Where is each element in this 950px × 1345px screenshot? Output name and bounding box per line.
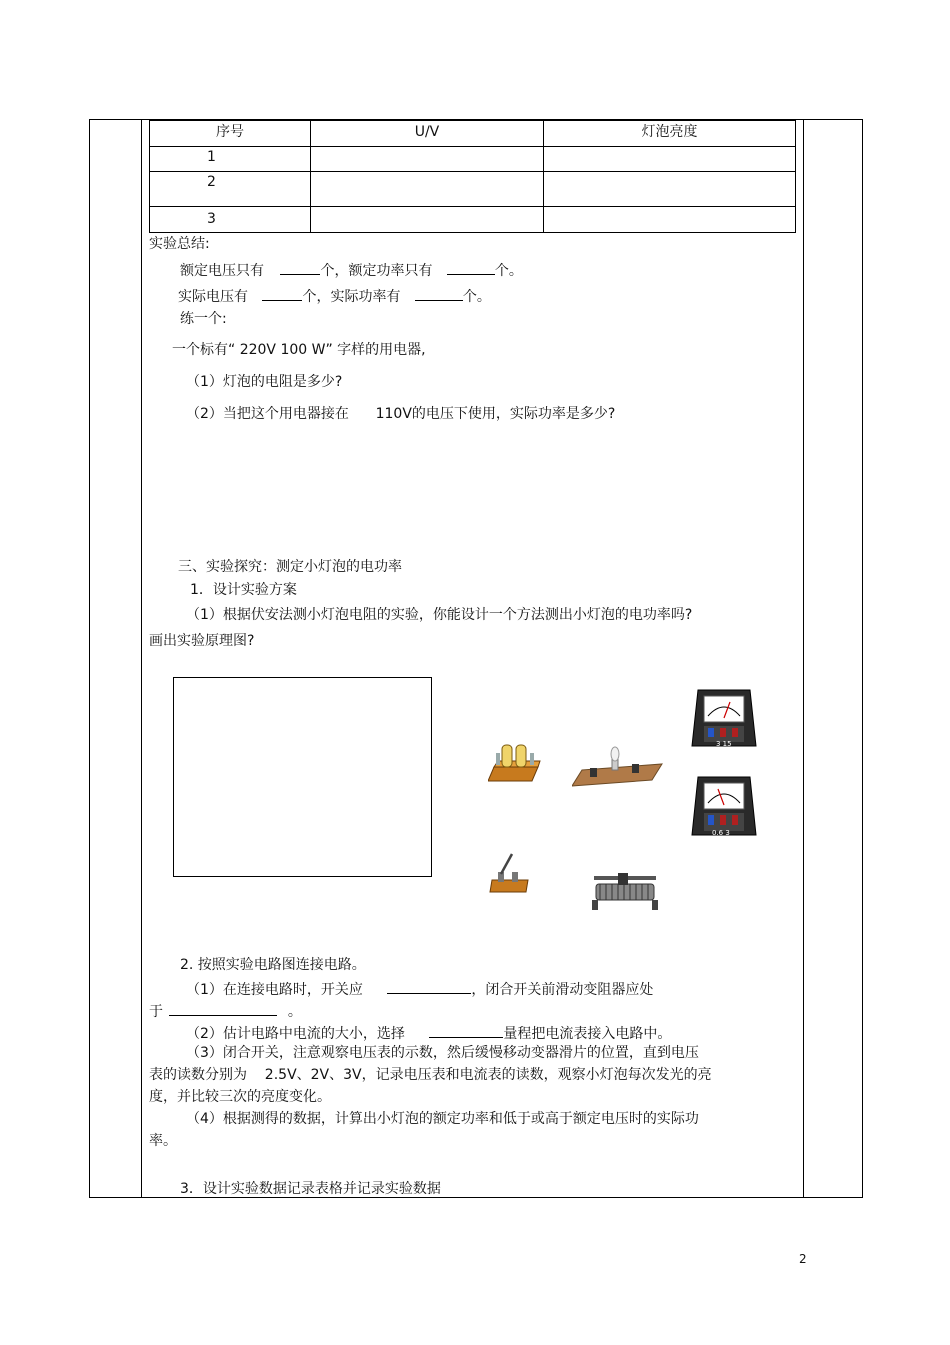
table-cell-voltage[interactable] (311, 147, 544, 172)
table-cell-index[interactable]: 1 (150, 147, 311, 172)
table-row (150, 207, 796, 233)
step-2-item-3-line-2: 表的读数分别为 2.5V、2V、3V，记录电压表和电流表的读数，观察小灯泡每次发光的亮 (149, 1067, 712, 1083)
page-number: 2 (799, 1252, 807, 1266)
rheostat-position-label: ，闭合开关前滑动变阻器应处 (471, 982, 654, 998)
table-cell-index[interactable]: 3 (150, 207, 311, 233)
ammeter-range-prompt: （2）估计电路中电流的大小，选择 (186, 1026, 405, 1042)
frame-right-line (862, 119, 863, 1198)
table-cell-voltage[interactable] (311, 172, 544, 207)
summary-title: 实验总结: (149, 236, 210, 252)
rated-voltage-blank[interactable] (280, 260, 320, 275)
ammeter-icon (690, 775, 758, 843)
step-1-question-line-1: （1）根据伏安法测小灯泡电阻的实验，你能设计一个方法测出小灯泡的电功率吗? (186, 607, 693, 623)
voltmeter-icon (690, 688, 758, 754)
rheostat-icon (590, 872, 660, 912)
practice-question-intro: 一个标有“ 220V 100 W” 字样的用电器, (172, 342, 426, 358)
actual-power-unit: 个。 (462, 289, 491, 305)
circuit-drawing-box[interactable] (173, 677, 432, 877)
summary-line-2 (178, 286, 491, 306)
rheostat-position-prefix: 于 (149, 1004, 163, 1020)
actual-voltage-blank[interactable] (262, 286, 302, 301)
step-2-item-1 (186, 979, 653, 999)
switch-state-blank[interactable] (387, 979, 471, 994)
practice-question-2: （2）当把这个用电器接在 110V的电压下使用，实际功率是多少? (186, 406, 616, 422)
frame-left-line (89, 119, 90, 1198)
rated-power-blank[interactable] (447, 260, 495, 275)
frame-inner-left-line (141, 119, 142, 1198)
table-row (150, 172, 796, 207)
step-2-item-4-line-2: 率。 (149, 1133, 177, 1149)
ammeter-range-suffix: 量程把电流表接入电路中。 (503, 1026, 672, 1042)
step-2-item-3-line-1: （3）闭合开关，注意观察电压表的示数，然后缓慢移动变器滑片的位置，直到电压 (186, 1045, 699, 1061)
header-brightness: 灯泡亮度 (544, 121, 796, 147)
ammeter-range-blank[interactable] (429, 1023, 503, 1038)
actual-voltage-label: 实际电压有 (178, 289, 248, 305)
step-3-title: 3．设计实验数据记录表格并记录实验数据 (180, 1181, 441, 1197)
header-index: 序号 (150, 121, 311, 147)
experiment-table (149, 120, 796, 233)
battery-icon (488, 737, 544, 783)
actual-power-blank[interactable] (415, 286, 463, 301)
table-cell-brightness[interactable] (544, 172, 796, 207)
switch-icon (488, 850, 530, 896)
table-header-row (150, 121, 796, 147)
table-cell-brightness[interactable] (544, 207, 796, 233)
table-row (150, 147, 796, 172)
rated-power-label: 个，额定功率只有 (320, 263, 433, 279)
practice-question-1: （1）灯泡的电阻是多少? (186, 374, 343, 390)
rheostat-position-blank[interactable] (169, 1001, 277, 1016)
rated-power-unit: 个。 (494, 263, 523, 279)
frame-inner-right-line (803, 119, 804, 1198)
summary-line-1 (180, 260, 523, 280)
voltmeter-range-label: 3 15 (716, 740, 732, 748)
table-cell-brightness[interactable] (544, 147, 796, 172)
table-cell-voltage[interactable] (311, 207, 544, 233)
step-2-item-3-line-3: 度，并比较三次的亮度变化。 (149, 1089, 331, 1105)
rheostat-position-end: 。 (287, 1004, 302, 1020)
step-2-item-1-cont (149, 1001, 302, 1021)
step-1-title: 1．设计实验方案 (190, 582, 297, 598)
step-2-item-2 (186, 1023, 671, 1043)
table-cell-index[interactable]: 2 (150, 172, 311, 207)
rated-voltage-label: 额定电压只有 (180, 263, 264, 279)
practice-label: 练一个: (180, 311, 227, 327)
step-1-question-line-2: 画出实验原理图? (149, 633, 255, 649)
step-2-title: 2. 按照实验电路图连接电路。 (180, 957, 366, 973)
switch-state-label: （1）在连接电路时，开关应 (186, 982, 363, 998)
section-3-title: 三、实验探究：测定小灯泡的电功率 (178, 559, 402, 575)
lamp-board-icon (572, 744, 664, 788)
actual-power-label: 个，实际功率有 (302, 289, 401, 305)
header-voltage: U/V (311, 121, 544, 147)
step-2-item-4-line-1: （4）根据测得的数据，计算出小灯泡的额定功率和低于或高于额定电压时的实际功 (186, 1111, 699, 1127)
ammeter-range-label: 0.6 3 (712, 829, 730, 837)
